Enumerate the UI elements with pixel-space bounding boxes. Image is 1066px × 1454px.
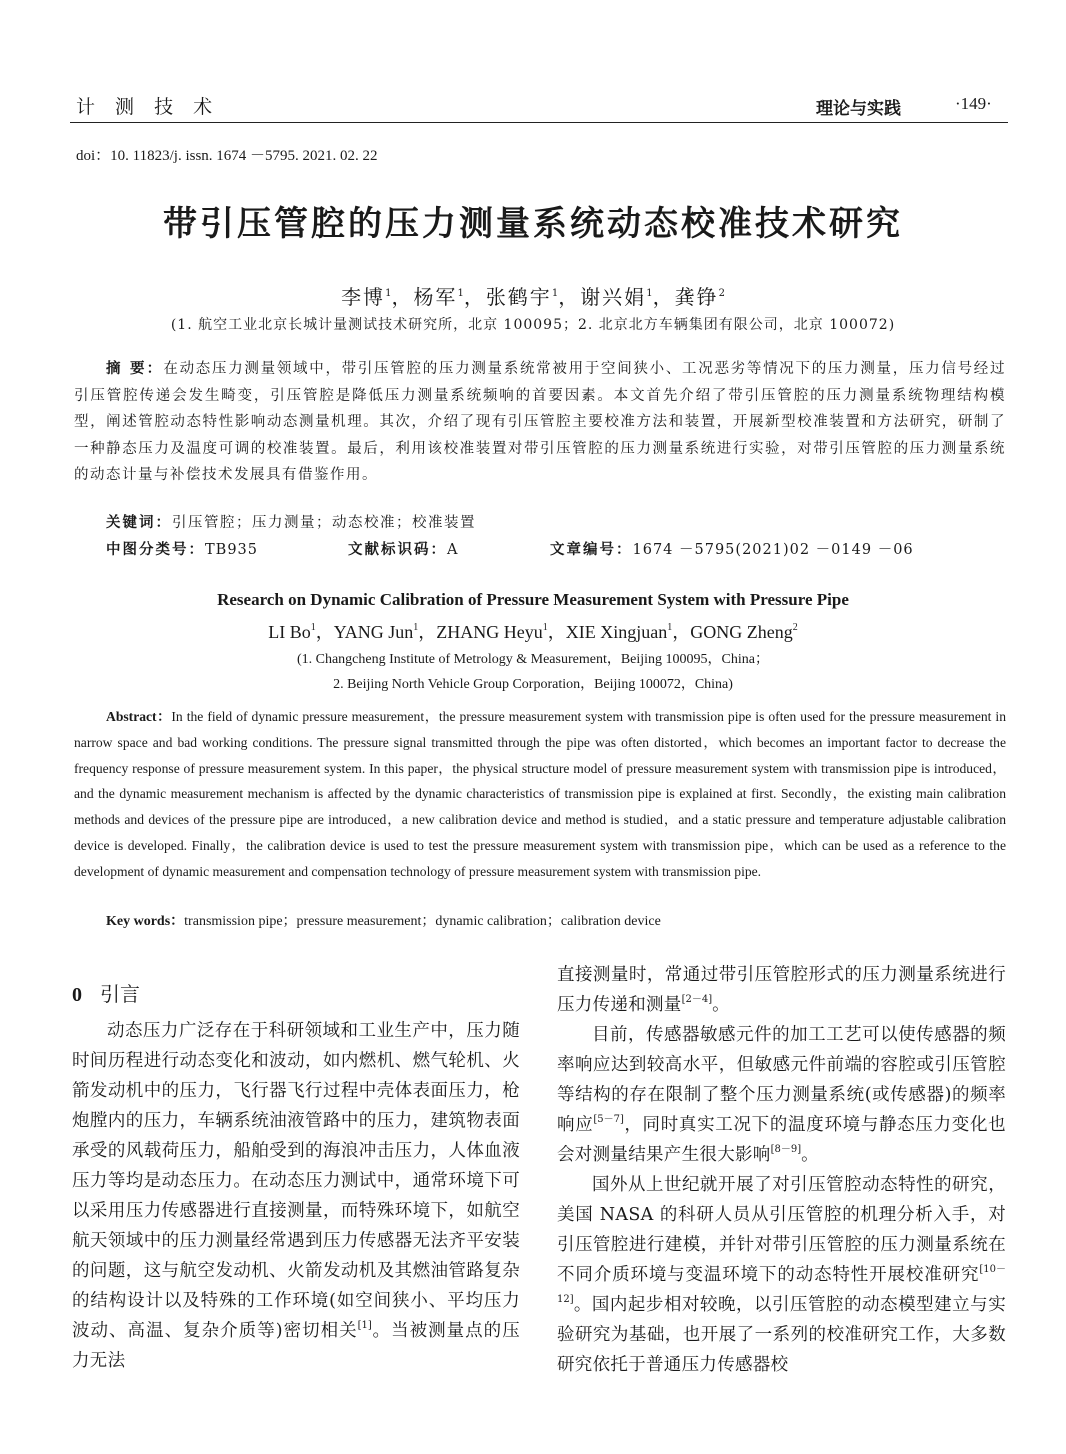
body-paragraph <box>557 1170 1006 1380</box>
art-label: 文章编号： <box>550 542 633 558</box>
author-cn: 杨军 <box>413 285 458 309</box>
author-separator: ， <box>391 285 414 309</box>
paragraph-text: 目前，传感器敏感元件的加工工艺可以使传感器的频率响应达到较高水平，但敏感元件前端的容腔或引压管腔等结构的存在限制了整个压力测量系统(或传感器)的频率响应 <box>557 1025 1006 1135</box>
journal-name: 计 测 技 术 <box>76 96 220 118</box>
abstract-cn <box>74 356 1006 489</box>
keywords-cn-text: 引压管腔；压力测量；动态校准；校准装置 <box>172 515 476 531</box>
author-cn: 李博 <box>341 285 386 309</box>
authors-cn <box>0 281 1066 310</box>
affiliation-en-line1: (1. Changcheng Institute of Metrology & Measurement，Beijing 100095，China； <box>296 652 770 667</box>
author-separator: ， <box>558 285 581 309</box>
author-en: XIE Xingjuan <box>565 622 668 642</box>
art-value: 1674 －5795(2021)02 －0149 －06 <box>632 542 914 558</box>
keywords-en <box>106 910 661 930</box>
author-superscript: 1 <box>551 288 559 299</box>
author-superscript: 1 <box>413 622 419 633</box>
author-separator: ， <box>652 285 675 309</box>
citation: [2－4] <box>681 994 713 1005</box>
paragraph-text: ，同时真实工况下的温度环境与静态压力变化也会对测量结果产生很大影响 <box>557 1115 1006 1165</box>
citation: [5－7] <box>593 1114 624 1125</box>
citation: [10－12] <box>557 1264 1006 1305</box>
page-number: ·149· <box>955 94 992 113</box>
author-cn: 谢兴娟 <box>580 285 647 309</box>
clc-value: TB935 <box>205 542 259 558</box>
author-separator: ， <box>547 622 566 642</box>
author-cn: 张鹤宇 <box>485 285 552 309</box>
body-paragraph <box>557 960 1006 1020</box>
author-separator: ， <box>418 622 437 642</box>
author-superscript: 1 <box>542 622 548 633</box>
author-en: GONG Zheng <box>690 622 793 642</box>
section-heading <box>72 978 140 1007</box>
author-superscript: 2 <box>792 622 798 633</box>
section-name: 理论与实践 <box>816 99 901 119</box>
doc-label: 文献标识码： <box>348 542 447 558</box>
body-paragraph <box>72 1016 520 1376</box>
author-en: YANG Jun <box>333 622 414 642</box>
clc-number <box>106 538 258 559</box>
document-code <box>348 538 458 559</box>
citation: [8－9] <box>770 1144 802 1155</box>
paragraph-text: 。当被测量点的压力无法 <box>72 1321 520 1371</box>
article-number <box>550 538 914 559</box>
author-en: ZHANG Heyu <box>436 622 543 642</box>
paragraph-text: 。国内起步相对较晚，以引压管腔的动态模型建立与实验研究为基础，也开展了一系列的校准研究工作，大多数研究依托于普通压力传感器校 <box>557 1295 1006 1375</box>
paragraph-text: 。 <box>801 1145 819 1165</box>
author-separator: ， <box>315 622 334 642</box>
author-superscript: 2 <box>718 288 725 299</box>
author-superscript: 1 <box>385 288 392 299</box>
paragraph-text: 。 <box>712 995 730 1015</box>
authors-en <box>0 618 1066 644</box>
keywords-en-text: transmission pipe；pressure measurement；dynamic calibration；calibration device <box>184 914 661 929</box>
paragraph-text: 国外从上世纪就开展了对引压管腔动态特性的研究，美国 NASA 的科研人员从引压管腔的机理分析入手，对引压管腔进行建模，并针对带引压管腔的压力测量系统在不同介质环境与变温环境下的动态特性开展校准研究 <box>557 1175 1006 1285</box>
title-cn: 带引压管腔的压力测量系统动态校准技术研究 <box>163 204 903 244</box>
body-right-column <box>557 960 1006 1380</box>
paragraph-text: 动态压力广泛存在于科研领域和工业生产中，压力随时间历程进行动态变化和波动，如内燃机、燃气轮机、火箭发动机中的压力，飞行器飞行过程中壳体表面压力，枪炮膛内的压力，车辆系统油液管路中的压力，建筑物表面承受的风载荷压力，船舶受到的海浪冲击压力，人体血液压力等均是动态压力。在动态压力测试中，通常环境下可以采用压力传感器进行直接测量，而特殊环境下，如航空航天领域中的压力测量经常遇到压力传感器无法齐平安装的问题，这与航空发动机、火箭发动机及其燃油管路复杂的结构设计以及特殊的工作环境(如空间狭小、平均压力波动、高温、复杂介质等)密切相关 <box>72 1021 520 1341</box>
citation: [1] <box>357 1320 372 1331</box>
section-title: 引言 <box>100 982 140 1006</box>
author-superscript: 1 <box>457 288 464 299</box>
author-separator: ， <box>463 285 486 309</box>
doi: doi：10. 11823/j. issn. 1674 －5795. 2021. 02. 22 <box>76 148 378 164</box>
body-paragraph <box>557 1020 1006 1170</box>
clc-label: 中图分类号： <box>106 542 205 558</box>
abstract-en <box>74 704 1006 885</box>
body-left-column <box>72 1016 520 1376</box>
abstract-en-label: Abstract： <box>106 709 172 724</box>
author-en: LI Bo <box>268 622 311 642</box>
header-rule <box>70 122 1008 123</box>
abstract-en-text: In the field of dynamic pressure measurement，the pressure measurement system with transmission pipe is often used for the pressure measurement in narrow space and bad working conditions. The pressure signal transmitted through the pipe was often distorted，which becomes an important factor to decrease the frequency response of pressure measurement system. In this paper，the physical structure model of pressure measurement system with transmission pipe is introduced，and the dynamic measurement mechanism is affected by the dynamic characteristics of transmission pipe is explained at first. Secondly，the existing main calibration methods and devices of the pressure pipe are introduced，a new calibration device and method is studied，and a static pressure and temperature adjustable calibration device is developed. Finally，the calibration device is used to test the pressure measurement system with transmission pipe，which can be used as a reference to the development of dynamic measurement and compensation technology of pressure measurement system with transmission pipe. <box>74 709 1006 879</box>
section-number: 0 <box>72 984 82 1006</box>
paragraph-text: 直接测量时，常通过带引压管腔形式的压力测量系统进行压力传递和测量 <box>557 965 1006 1015</box>
doc-value: A <box>447 542 459 558</box>
keywords-cn-label: 关键词： <box>106 515 172 531</box>
keywords-en-label: Key words： <box>106 914 185 929</box>
author-cn: 龚铮 <box>674 285 719 309</box>
abstract-cn-text: 在动态压力测量领域中，带引压管腔的压力测量系统常被用于空间狭小、工况恶劣等情况下的压力测量，压力信号经过引压管腔传递会发生畸变，引压管腔是降低压力测量系统频响的首要因素。本文首先介绍了带引压管腔的压力测量系统物理结构模型，阐述管腔动态特性影响动态测量机理。其次，介绍了现有引压管腔主要校准方法和装置，开展新型校准装置和方法研究，研制了一种静态压力及温度可调的校准装置。最后，利用该校准装置对带引压管腔的压力测量系统进行实验，对带引压管腔的压力测量系统的动态计量与补偿技术发展具有借鉴作用。 <box>74 361 1006 483</box>
author-superscript: 1 <box>667 622 673 633</box>
affiliation-en-line2: 2. Beijing North Vehicle Group Corporation，Beijing 100072，China) <box>333 677 733 692</box>
abstract-cn-label: 摘 要： <box>106 361 164 377</box>
author-separator: ， <box>672 622 691 642</box>
keywords-cn <box>106 511 476 532</box>
affiliation-cn: (1. 航空工业北京长城计量测试技术研究所，北京 100095；2. 北京北方车辆集团有限公司，北京 100072) <box>170 317 896 333</box>
author-superscript: 1 <box>310 622 316 633</box>
author-superscript: 1 <box>646 288 653 299</box>
title-en: Research on Dynamic Calibration of Pressure Measurement System with Pressure Pipe <box>217 590 849 609</box>
